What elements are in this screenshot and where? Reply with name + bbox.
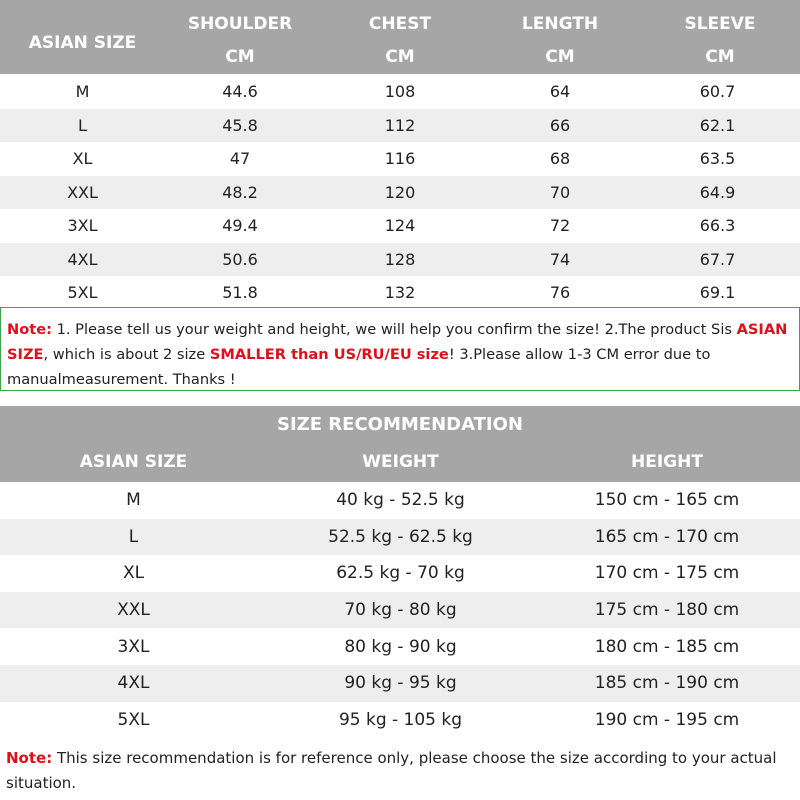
- table-row: [0, 75, 800, 109]
- note-text-part3: ! 3.Please allow 1-3 CM error due to manualmeasurement. Thanks !: [7, 346, 711, 388]
- cell-weight: 95 kg - 105 kg: [338, 709, 463, 730]
- cell-size: M: [75, 82, 90, 102]
- cell-size: 5XL: [117, 709, 150, 730]
- table-row: [0, 243, 800, 277]
- cell-chest: 112: [384, 115, 416, 135]
- header-shoulder-unit: CM: [225, 47, 255, 67]
- recommendation-note: [6, 746, 796, 796]
- table-row: [0, 209, 800, 243]
- header-height: HEIGHT: [631, 452, 703, 472]
- table-row: [0, 109, 800, 143]
- cell-chest: 116: [384, 149, 416, 169]
- table-row: [0, 142, 800, 176]
- table-row: [0, 176, 800, 210]
- note-label: Note:: [6, 749, 53, 767]
- table-row: [0, 592, 800, 629]
- cell-size: 3XL: [117, 636, 150, 657]
- note-text-part2: , which is about 2 size: [43, 346, 210, 363]
- cell-height: 175 cm - 180 cm: [594, 600, 740, 621]
- cell-height: 150 cm - 165 cm: [594, 490, 740, 511]
- header-weight: WEIGHT: [362, 452, 439, 472]
- size-chart-table: [0, 0, 800, 310]
- cell-sleeve: 64.9: [699, 182, 736, 202]
- note-text: This size recommendation is for reference only, please choose the size according to your actual situation.: [6, 749, 777, 792]
- cell-length: 68: [549, 149, 571, 169]
- recommendation-title: SIZE RECOMMENDATION: [277, 414, 523, 435]
- cell-sleeve: 60.7: [699, 82, 736, 102]
- cell-length: 66: [549, 115, 571, 135]
- note-text-part1: 1. Please tell us your weight and height, we will help you confirm the size! 2.The product Sis: [51, 321, 737, 338]
- table-row: [0, 702, 800, 739]
- cell-size: 5XL: [67, 283, 98, 303]
- table-row: [0, 628, 800, 665]
- table-row: [0, 665, 800, 702]
- recommendation-body: [0, 482, 800, 738]
- cell-length: 72: [549, 216, 571, 236]
- cell-chest: 108: [384, 82, 416, 102]
- cell-weight: 70 kg - 80 kg: [344, 600, 457, 621]
- cell-chest: 120: [384, 182, 416, 202]
- cell-height: 170 cm - 175 cm: [594, 563, 740, 584]
- note-highlight-asian-size: ASIAN SIZE: [7, 321, 788, 363]
- cell-weight: 52.5 kg - 62.5 kg: [328, 526, 473, 547]
- cell-size: M: [126, 490, 141, 511]
- size-note: [0, 307, 800, 391]
- header-chest: CHEST: [368, 14, 432, 34]
- cell-length: 76: [549, 283, 571, 303]
- recommendation-header: [0, 406, 800, 482]
- cell-shoulder: 51.8: [222, 283, 258, 303]
- size-recommendation-table: [0, 406, 800, 738]
- cell-sleeve: 63.5: [699, 149, 736, 169]
- table-row: [0, 482, 800, 519]
- note-label: Note:: [7, 321, 52, 338]
- cell-size: XXL: [117, 600, 150, 621]
- cell-sleeve: 66.3: [699, 216, 736, 236]
- cell-shoulder: 50.6: [222, 249, 258, 269]
- cell-shoulder: 45.8: [222, 115, 258, 135]
- cell-size: 3XL: [67, 216, 98, 236]
- note-highlight-smaller: SMALLER than US/RU/EU size: [209, 346, 449, 363]
- cell-sleeve: 67.7: [699, 249, 736, 269]
- cell-sleeve: 69.1: [699, 283, 736, 303]
- cell-size: XL: [72, 149, 93, 169]
- cell-shoulder: 44.6: [222, 82, 258, 102]
- header-sleeve-unit: CM: [705, 47, 735, 67]
- cell-shoulder: 48.2: [222, 182, 258, 202]
- cell-size: XXL: [67, 182, 98, 202]
- cell-height: 180 cm - 185 cm: [594, 636, 740, 657]
- cell-chest: 124: [384, 216, 416, 236]
- cell-size: 4XL: [117, 673, 150, 694]
- size-chart-header: [0, 0, 800, 74]
- cell-weight: 80 kg - 90 kg: [344, 636, 457, 657]
- header-asian-size: ASIAN SIZE: [79, 452, 188, 472]
- table-row: [0, 276, 800, 310]
- header-sleeve: SLEEVE: [684, 14, 756, 34]
- cell-length: 70: [549, 182, 571, 202]
- header-length-unit: CM: [545, 47, 575, 67]
- table-row: [0, 519, 800, 556]
- size-chart-body: [0, 75, 800, 310]
- cell-size: XL: [122, 563, 145, 584]
- header-asian-size: ASIAN SIZE: [28, 33, 137, 53]
- header-length: LENGTH: [521, 14, 599, 34]
- header-shoulder: SHOULDER: [187, 14, 293, 34]
- cell-shoulder: 47: [229, 149, 251, 169]
- cell-weight: 62.5 kg - 70 kg: [336, 563, 465, 584]
- cell-size: L: [78, 115, 87, 135]
- cell-height: 185 cm - 190 cm: [594, 673, 740, 694]
- cell-size: L: [128, 526, 139, 547]
- cell-sleeve: 62.1: [699, 115, 736, 135]
- cell-size: 4XL: [67, 249, 98, 269]
- cell-weight: 90 kg - 95 kg: [344, 673, 457, 694]
- cell-shoulder: 49.4: [222, 216, 258, 236]
- cell-chest: 128: [384, 249, 416, 269]
- cell-height: 165 cm - 170 cm: [594, 526, 740, 547]
- cell-height: 190 cm - 195 cm: [594, 709, 740, 730]
- header-chest-unit: CM: [385, 47, 415, 67]
- cell-length: 64: [549, 82, 571, 102]
- cell-weight: 40 kg - 52.5 kg: [336, 490, 465, 511]
- cell-chest: 132: [384, 283, 416, 303]
- cell-length: 74: [549, 249, 571, 269]
- table-row: [0, 555, 800, 592]
